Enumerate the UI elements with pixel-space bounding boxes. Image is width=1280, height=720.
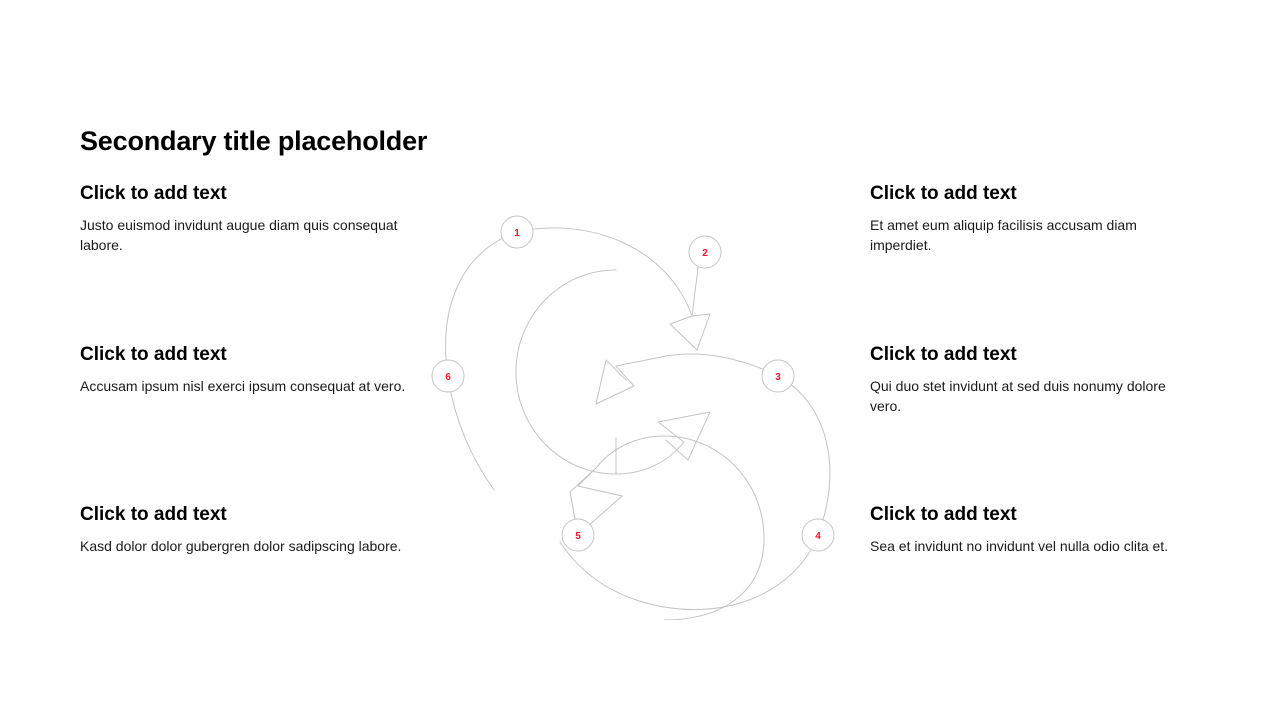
text-block-left-2[interactable]: [80, 344, 410, 396]
arrow-shape-upper-outer-tail: [446, 232, 517, 490]
text-block-heading: Click to add text: [80, 183, 227, 204]
diagram-node-5[interactable]: [562, 519, 594, 551]
text-block-heading: Click to add text: [870, 344, 1017, 365]
diagram-node-label: 1: [514, 228, 520, 239]
text-block-heading: Click to add text: [870, 504, 1017, 525]
arrow-shape-lower-outer: [560, 376, 830, 610]
text-block-right-2[interactable]: [870, 344, 1200, 416]
text-block-body: Sea et invidunt no invidunt vel nulla odio clita et.: [870, 537, 1169, 554]
diagram-node-label: 6: [445, 372, 451, 383]
arrow-shape-lower-inner: [664, 436, 764, 620]
diagram-node-2[interactable]: [689, 236, 721, 268]
text-block-body: Kasd dolor dolor gubergren dolor sadipscing labore.: [80, 537, 402, 554]
text-block-body: Et amet eum aliquip facilisis accusam diam imperdiet.: [870, 216, 1137, 254]
diagram-node-1[interactable]: [501, 216, 533, 248]
text-block-left-3[interactable]: [80, 504, 410, 556]
diagram-node-label: 5: [575, 531, 581, 542]
arrow-shape-lower-outer-head: [596, 354, 778, 404]
text-block-right-1[interactable]: [870, 183, 1200, 255]
diagram-node-label: 3: [775, 372, 781, 383]
text-block-heading: Click to add text: [80, 504, 227, 525]
diagram-node-label: 4: [815, 531, 821, 542]
text-block-body: Accusam ipsum nisl exerci ipsum consequat at vero.: [80, 377, 406, 394]
diagram-nodes: [432, 216, 834, 551]
diagram-node-4[interactable]: [802, 519, 834, 551]
text-block-body: Qui duo stet invidunt at sed duis nonumy dolore vero.: [870, 377, 1166, 415]
arrow-shape-upper-outer: [517, 228, 710, 350]
text-block-body: Justo euismod invidunt augue diam quis consequat labore.: [80, 216, 398, 254]
diagram-node-label: 2: [702, 248, 708, 259]
text-block-heading: Click to add text: [870, 183, 1017, 204]
arrow-shape-upper-inner: [516, 270, 710, 474]
diagram-node-6[interactable]: [432, 360, 464, 392]
text-block-heading: Click to add text: [80, 344, 227, 365]
text-block-left-1[interactable]: [80, 183, 410, 255]
text-block-right-3[interactable]: [870, 504, 1200, 556]
page-title: Secondary title placeholder: [80, 126, 428, 156]
circular-arrow-diagram[interactable]: [420, 190, 860, 620]
diagram-node-3[interactable]: [762, 360, 794, 392]
